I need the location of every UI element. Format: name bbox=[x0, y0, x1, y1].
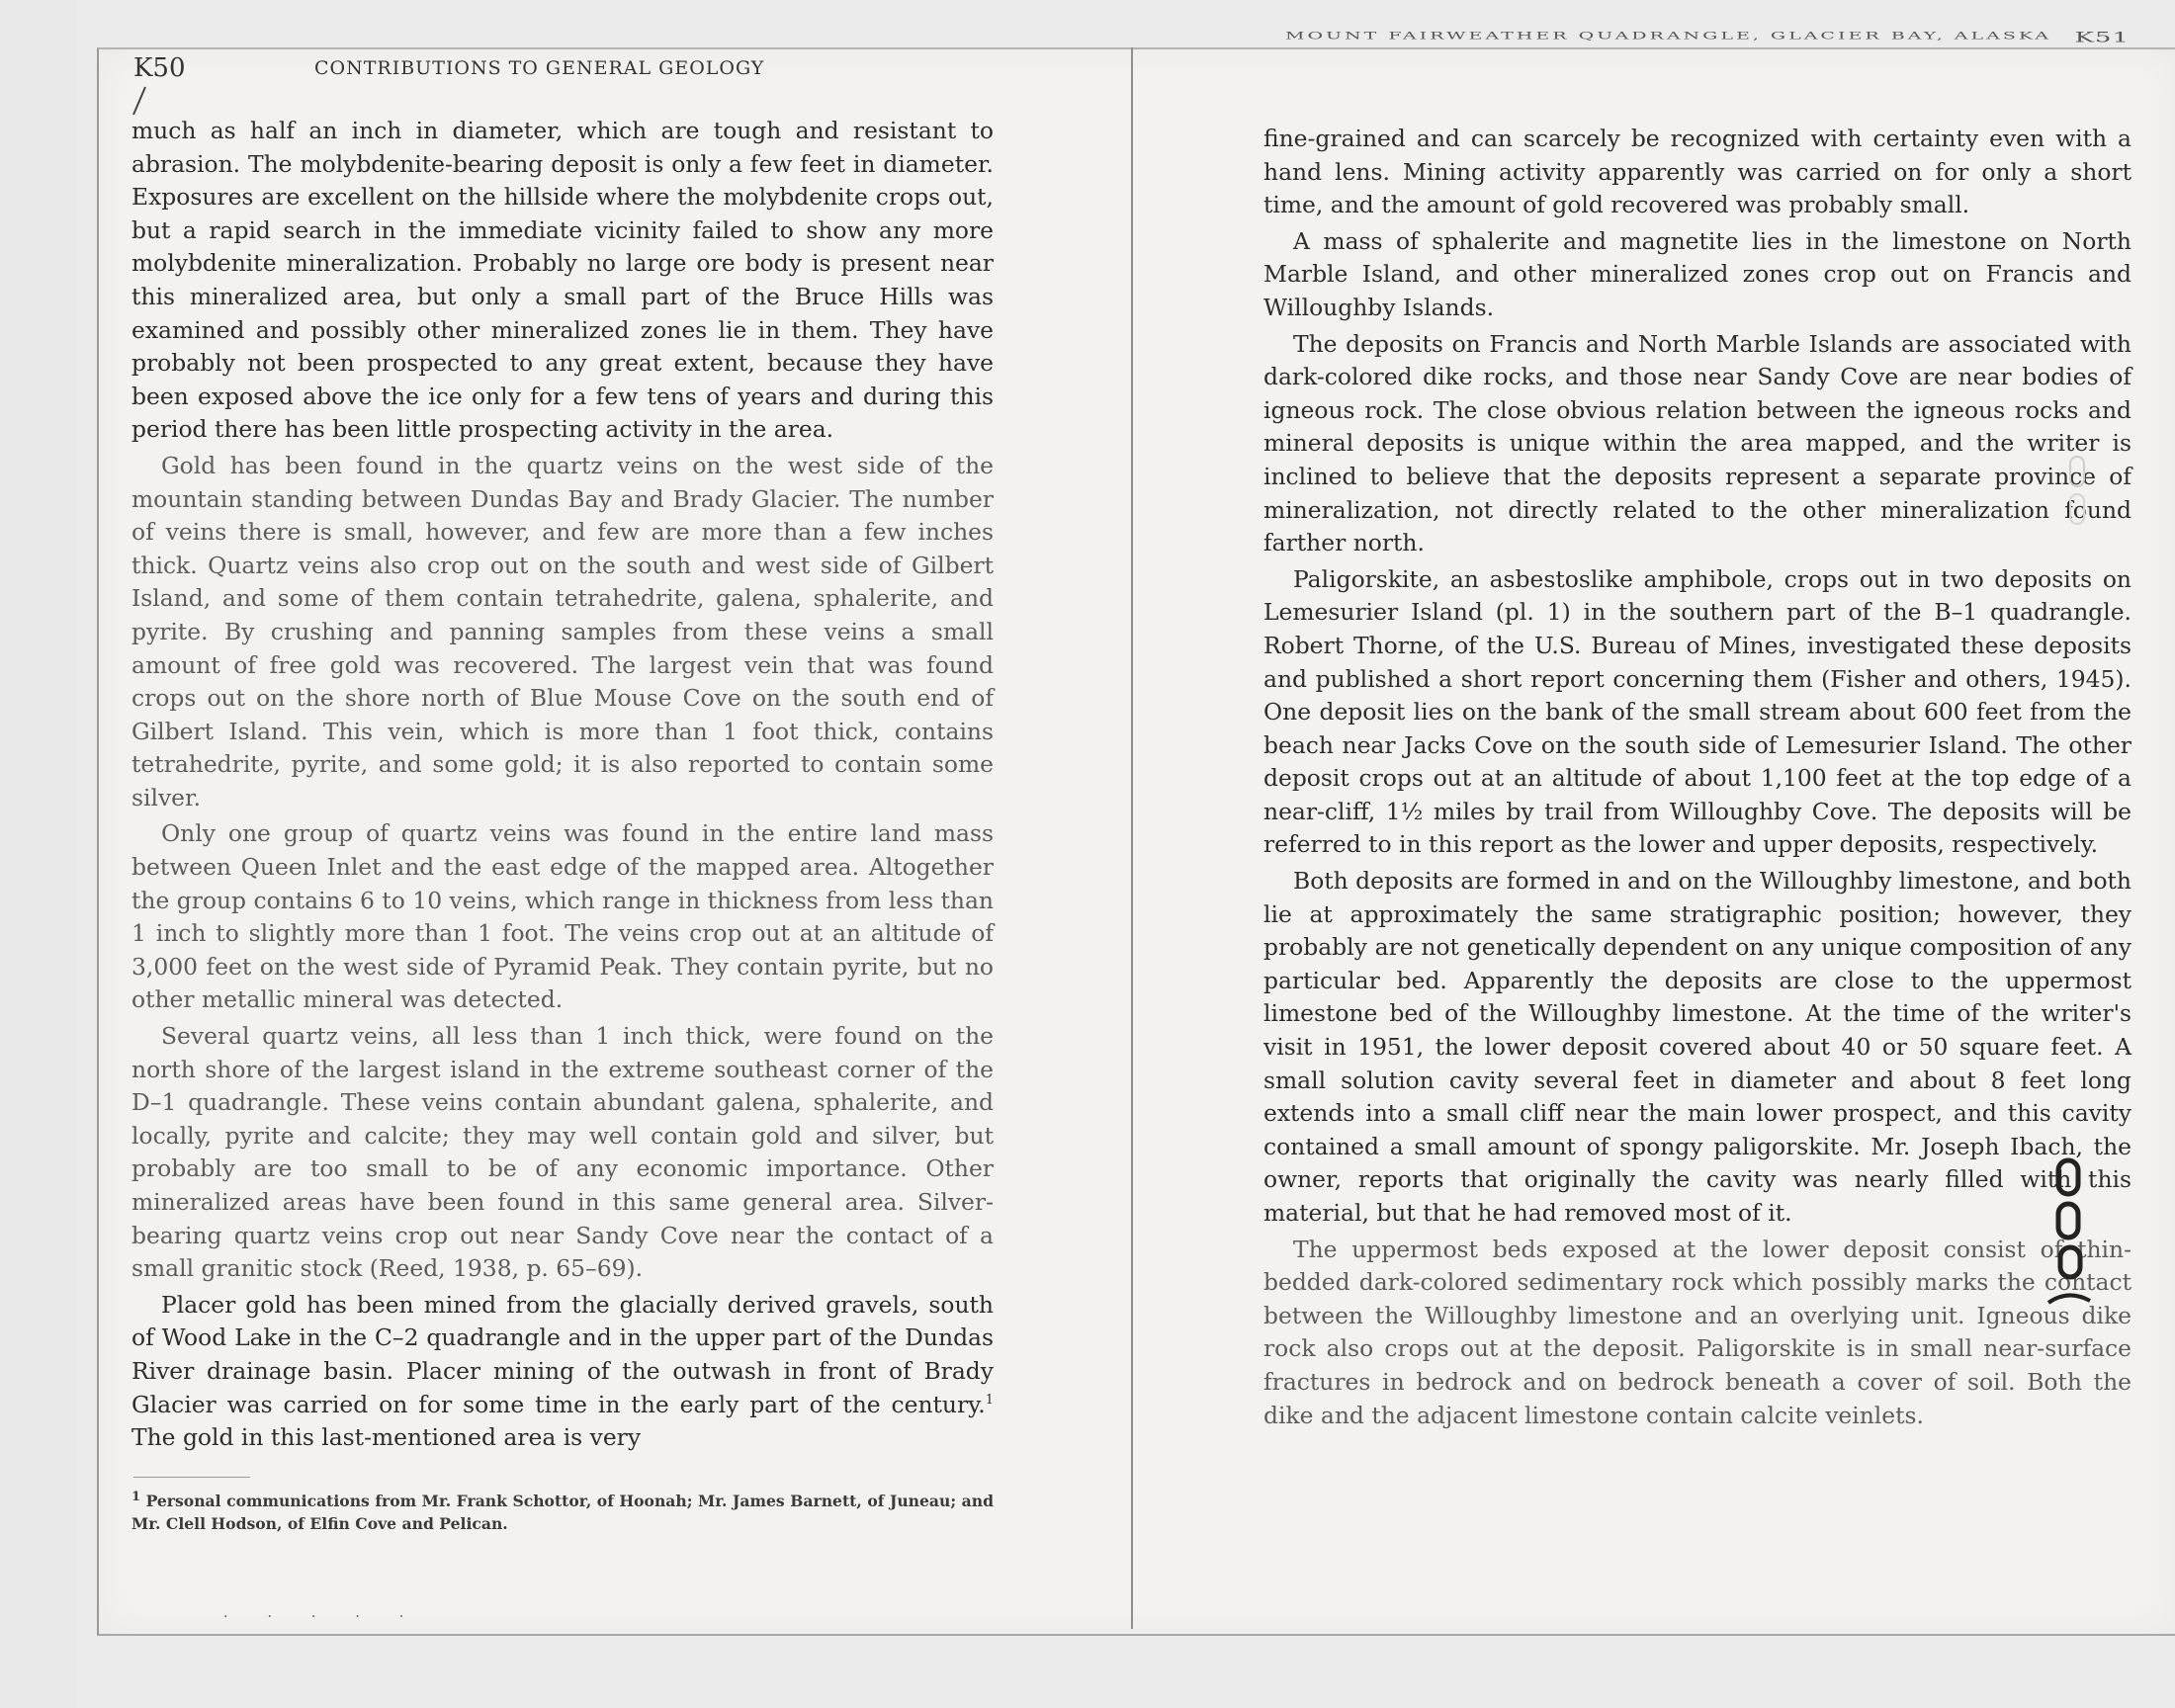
right-running-title: MOUNT FAIRWEATHER QUADRANGLE, GLACIER BAY, ALASKA bbox=[1285, 30, 2052, 43]
right-running-head bbox=[1263, 30, 2132, 87]
paragraph: fine-grained and can scarcely be recognized with certainty even with a hand lens. Mining activity apparently was carried on for only a short time, and the amount of gold recovered was probably small. bbox=[1263, 125, 2132, 219]
paragraph-text: Placer gold has been mined from the glacially derived gravels, south of Wood Lake in the C–2 quadrangle and in the upper part of the Dundas River drainage basin. Placer mining of the outwash in front of Brady Glacier was carried on for some time in the early part of the century. bbox=[131, 1290, 994, 1418]
left-page bbox=[131, 47, 994, 1535]
left-running-title: CONTRIBUTIONS TO GENERAL GEOLOGY bbox=[314, 57, 765, 79]
left-body-text bbox=[131, 115, 994, 1455]
stamp-mark-icon bbox=[2044, 1154, 2096, 1321]
footnote bbox=[131, 1490, 994, 1535]
right-body-text bbox=[1263, 123, 2132, 1432]
paragraph: Only one group of quartz veins was found in the entire land mass between Queen Inlet and the east edge of the mapped area. Altogether the group contains 6 to 10 veins, which range in thickness from less than 1 inch to slightly more than 1 foot. The veins crop out at an altitude of 3,000 feet on the west side of Pyramid Peak. They contain pyrite, but no other metallic mineral was detected. bbox=[131, 819, 994, 1014]
paragraph-text-continued: The gold in this last-mentioned area is very bbox=[131, 1423, 642, 1452]
paragraph: The deposits on Francis and North Marble Islands are associated with dark-colored dike rocks, and those near Sandy Cove are near bodies of igneous rock. The close obvious relation between the igneous rocks and mineral deposits is unique within the area mapped, and the writer is inclined to believe that the deposits represent a separate province of mineralization, not directly related to the other mineralization found farther north. bbox=[1263, 329, 2132, 557]
left-running-head bbox=[131, 47, 994, 87]
footnote-divider bbox=[133, 1477, 250, 1478]
right-page-number: K51 bbox=[2074, 30, 2130, 46]
left-page-number: K50 bbox=[133, 53, 186, 83]
faint-stamp-icon bbox=[2066, 453, 2088, 532]
paragraph: The uppermost beds exposed at the lower deposit consist of thin-bedded dark-colored sedimentary rock which possibly marks the contact between the Willoughby limestone and an overlying unit. Igneous dike rock also crops out at the deposit. Paligorskite is in small near-surface fractures in bedrock and on bedrock beneath a cover of soil. Both the dike and the adjacent limestone contain calcite veinlets. bbox=[1263, 1235, 2132, 1429]
footnote-text: Personal communications from Mr. Frank Schottor, of Hoonah; Mr. James Barnett, of Juneau; and Mr. Clell Hodson, of Elfin Cove and Pelican. bbox=[131, 1491, 994, 1533]
paragraph: A mass of sphalerite and magnetite lies in the limestone on North Marble Island, and other mineralized zones crop out on Francis and Willoughby Islands. bbox=[1263, 226, 2132, 321]
paragraph-with-note bbox=[131, 1289, 994, 1455]
paragraph: Both deposits are formed in and on the Willoughby limestone, and both lie at approximately the same stratigraphic position; however, they probably are not genetically dependent on any unique composition of any particular bed. Apparently the deposits are close to the uppermost limestone bed of the Willoughby limestone. At the time of the writer's visit in 1951, the lower deposit covered about 40 or 50 square feet. A small solution cavity several feet in diameter and about 8 feet long extends into a small cliff near the main lower prospect, and this cavity contained a small amount of spongy paligorskite. Mr. Joseph Ibach, the owner, reports that originally the cavity was nearly filled with this material, but that he had removed most of it. bbox=[1263, 867, 2132, 1227]
pencil-mark-icon bbox=[128, 85, 157, 119]
scan-specks: ····· bbox=[223, 1609, 444, 1625]
page-gutter bbox=[1131, 47, 1133, 1629]
footnote-marker: 1 bbox=[131, 1489, 141, 1504]
paragraph: Paligorskite, an asbestoslike amphibole, crops out in two deposits on Lemesurier Island (pl. 1) in the southern part of the B–1 quadrangle. Robert Thorne, of the U.S. Bureau of Mines, investigated these deposits and published a short report concerning them (Fisher and others, 1945). One deposit lies on the bank of the small stream about 600 feet from the beach near Jacks Cove on the south side of Lemesurier Island. The other deposit crops out at an altitude of about 1,100 feet at the top edge of a near-cliff, 1½ miles by trail from Willoughby Cove. The deposits will be referred to in this report as the lower and upper deposits, respectively. bbox=[1263, 564, 2132, 859]
footnote-reference: 1 bbox=[985, 1392, 994, 1408]
right-page bbox=[1263, 30, 2132, 1432]
paragraph: Several quartz veins, all less than 1 inch thick, were found on the north shore of the largest island in the extreme southeast corner of the D–1 quadrangle. These veins contain abundant galena, sphalerite, and locally, pyrite and calcite; they may well contain gold and silver, but probably are too small to be of any economic importance. Other mineralized areas have been found in this same general area. Silver-bearing quartz veins crop out near Sandy Cove near the contact of a small granitic stock (Reed, 1938, p. 65–69). bbox=[131, 1022, 994, 1283]
paragraph: much as half an inch in diameter, which are tough and resistant to abrasion. The molybdenite-bearing deposit is only a few feet in diameter. Exposures are excellent on the hillside where the molybdenite crops out, but a rapid search in the immediate vicinity failed to show any more molybdenite mineralization. Probably no large ore body is present near this mineralized area, but only a small part of the Bruce Hills was examined and possibly other mineralized zones lie in them. They have probably not been prospected to any great extent, because they have been exposed above the ice only for a few tens of years and during this period there has been little prospecting activity in the area. bbox=[131, 117, 994, 444]
paragraph: Gold has been found in the quartz veins on the west side of the mountain standing between Dundas Bay and Brady Glacier. The number of veins there is small, however, and few are more than a few inches thick. Quartz veins also crop out on the south and west side of Gilbert Island, and some of them contain tetrahedrite, galena, sphalerite, and pyrite. By crushing and panning samples from these veins a small amount of free gold was recovered. The largest vein that was found crops out on the shore north of Blue Mouse Cove on the south end of Gilbert Island. This vein, which is more than 1 foot thick, contains tetrahedrite, pyrite, and some gold; it is also reported to contain some silver. bbox=[131, 451, 994, 811]
